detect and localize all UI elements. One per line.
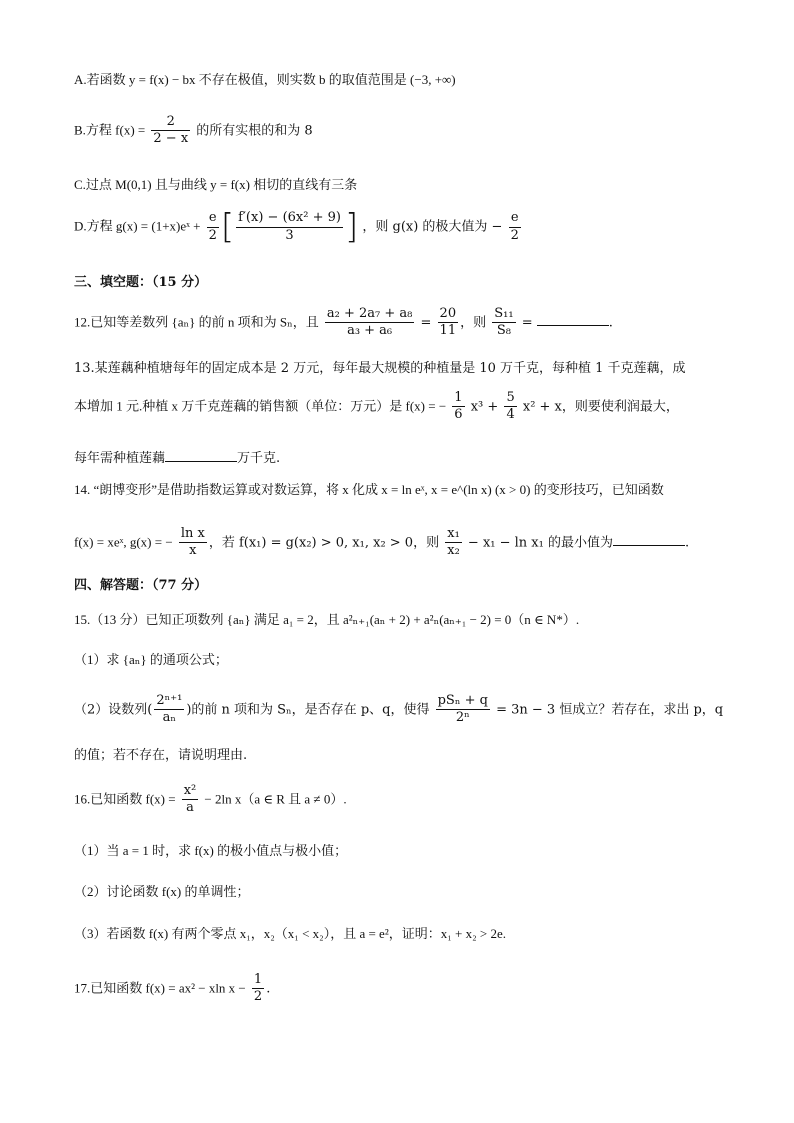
question-12-fraction-1-den: a₃ + a₆ <box>347 323 393 339</box>
question-13-line-2 <box>74 390 754 424</box>
question-14-fraction-2 <box>445 526 462 560</box>
question-16-fraction <box>182 783 199 817</box>
question-14-fraction-1-num: ln x <box>179 526 207 543</box>
question-12-prefix: 12.已知等差数列 {aₙ} 的前 n 项和为 Sₙ，且 <box>74 314 319 330</box>
question-14-text-2-suffix: − x₁ − ln x₁ 的最小值为 <box>467 535 613 551</box>
question-16-part-2-text: （2）讨论函数 f(x) 的单调性； <box>74 884 250 899</box>
question-14-text-1: 14. “朗博变形”是借助指数运算或对数运算，将 x 化成 x = ln eˣ, x = e^(ln x) (x > 0) 的变形技巧，已知函数 <box>74 482 664 497</box>
option-b-fraction <box>151 114 190 148</box>
question-14-line-1 <box>74 482 754 499</box>
question-14-fraction-2-den: x₂ <box>447 543 460 559</box>
question-14-line-2 <box>74 526 754 560</box>
question-15-part-2-mid: )的前 n 项和为 Sₙ，是否存在 p、q，使得 <box>186 702 430 718</box>
question-15-text: 15.（13 分）已知正项数列 {aₙ} 满足 a₁ = 2，且 a²ₙ₊₁(aₙ + 2) + a²ₙ(aₙ₊₁ − 2) = 0（n ∈ N*）. <box>74 612 580 627</box>
question-15-part-2-fraction-1 <box>154 693 184 727</box>
option-a-text: A.若函数 y = f(x) − bx 不存在极值，则实数 b 的取值范围是 (−3, +∞) <box>74 72 456 87</box>
question-12-end-equals: = <box>521 315 533 331</box>
question-12 <box>74 306 754 340</box>
option-d-e-fraction <box>207 210 219 244</box>
question-16-suffix: − 2ln x（a ∈ R 且 a ≠ 0）. <box>204 791 347 807</box>
option-b-prefix: B.方程 f(x) = <box>74 122 146 138</box>
question-12-fraction-3-den: S₈ <box>496 323 511 339</box>
question-12-fraction-2-den: 11 <box>439 323 457 339</box>
option-d-inner-den: 3 <box>285 227 294 243</box>
question-15-part-2-fraction-2-num: pSₙ + q <box>436 693 490 710</box>
option-b-suffix: 的所有实根的和为 8 <box>196 123 313 139</box>
question-13-fraction-1-num: 1 <box>452 390 464 407</box>
question-15-stem <box>74 612 754 629</box>
question-16-prefix: 16.已知函数 f(x) = <box>74 791 176 807</box>
option-d-answer-den: 2 <box>510 227 519 243</box>
question-15-part-2-fraction-1-num: 2ⁿ⁺¹ <box>154 693 184 710</box>
question-12-answer-blank[interactable] <box>537 312 609 326</box>
question-17-period: . <box>266 981 271 997</box>
option-d-e-num: e <box>207 210 219 227</box>
option-d-answer-num: e <box>509 210 521 227</box>
question-16-fraction-num: x² <box>182 783 199 800</box>
option-d-e-den: 2 <box>208 227 217 243</box>
question-13-text-2-suffix: x² + x，则要使利润最大， <box>522 399 679 415</box>
question-15-part-2-line-2-text: 的值；若不存在，请说明理由. <box>74 748 248 763</box>
option-b-fraction-num: 2 <box>151 114 190 131</box>
option-a <box>74 72 754 89</box>
option-d-answer-fraction <box>509 210 521 244</box>
question-13-fraction-1 <box>452 390 464 424</box>
question-15-part-2-fraction-1-den: aₙ <box>162 710 177 726</box>
question-13-text-2-mid: x³ + <box>470 399 499 415</box>
option-c-text: C.过点 M(0,1) 且与曲线 y = f(x) 相切的直线有三条 <box>74 177 358 192</box>
question-12-fraction-2 <box>438 306 459 340</box>
question-14-text-2-mid: ，若 f(x₁) = g(x₂) > 0, x₁, x₂ > 0，则 <box>208 535 440 551</box>
question-13-line-1 <box>74 361 754 377</box>
option-d-inner-num: f′(x) − (6x² + 9) <box>236 210 343 227</box>
question-12-fraction-2-num: 20 <box>438 306 459 323</box>
option-b <box>74 114 754 148</box>
question-14-period: . <box>685 535 690 551</box>
question-14-text-2-prefix: f(x) = xeˣ, g(x) = − <box>74 534 173 550</box>
right-bracket-icon: ] <box>344 207 359 247</box>
question-17-fraction <box>252 972 264 1006</box>
option-d <box>74 207 754 247</box>
option-d-suffix: ，则 g(x) 的极大值为 − <box>362 219 503 235</box>
section-3-heading <box>74 275 754 291</box>
question-14-answer-blank[interactable] <box>613 532 685 546</box>
question-13-answer-blank[interactable] <box>165 448 237 462</box>
question-16-part-3-text: （3）若函数 f(x) 有两个零点 x₁，x₂（x₁ < x₂），且 a = e²，证明：x₁ + x₂ > 2e. <box>74 926 506 941</box>
question-13-fraction-2-den: 4 <box>506 407 515 423</box>
question-17-fraction-den: 2 <box>253 989 263 1005</box>
question-15-part-2 <box>74 693 754 727</box>
question-13-fraction-1-den: 6 <box>454 407 463 423</box>
question-12-fraction-3-num: S₁₁ <box>492 306 515 323</box>
question-13-fraction-2-num: 5 <box>504 390 516 407</box>
question-14-fraction-2-num: x₁ <box>445 526 462 543</box>
question-16-fraction-den: a <box>186 800 194 816</box>
question-13-fraction-2 <box>504 390 516 424</box>
section-4-heading <box>74 578 754 594</box>
question-17-fraction-num: 1 <box>252 972 264 989</box>
question-13-text-3-prefix: 每年需种植莲藕 <box>74 451 166 466</box>
question-17-prefix: 17.已知函数 f(x) = ax² − xln x − <box>74 980 246 996</box>
question-17-stem <box>74 972 754 1006</box>
question-15-part-2-prefix: （2）设数列( <box>74 702 153 718</box>
question-12-fraction-1-num: a₂ + 2a₇ + a₈ <box>325 306 414 323</box>
question-15-part-2-line-2 <box>74 748 754 764</box>
section-3-heading-text: 三、填空题：（15 分） <box>74 275 208 290</box>
question-16-part-1 <box>74 843 754 860</box>
question-15-part-2-fraction-2 <box>436 693 490 727</box>
question-13-text-1: 13.某莲藕种植塘每年的固定成本是 2 万元，每年最大规模的种植量是 10 万千克，每种植 1 千克莲藕，成 <box>74 361 686 376</box>
question-16-part-3 <box>74 926 754 943</box>
option-d-inner-fraction <box>236 210 343 244</box>
question-13-text-2-prefix: 本增加 1 元.种植 x 万千克莲藕的销售额（单位：万元）是 f(x) = − <box>74 398 447 414</box>
option-b-fraction-den: 2 − x <box>153 131 189 147</box>
question-16-stem <box>74 783 754 817</box>
question-15-part-2-fraction-2-den: 2ⁿ <box>455 710 470 726</box>
question-16-part-1-text: （1）当 a = 1 时，求 f(x) 的极小值点与极小值； <box>74 843 348 858</box>
question-15-part-2-suffix: = 3n − 3 恒成立？若存在，求出 p，q <box>496 702 724 718</box>
question-12-then: ，则 <box>460 315 487 331</box>
question-15-part-1-text: （1）求 {aₙ} 的通项公式； <box>74 652 228 667</box>
left-bracket-icon: [ <box>220 207 235 247</box>
question-13-line-3 <box>74 448 754 467</box>
option-c <box>74 177 754 194</box>
question-12-fraction-1 <box>325 306 414 340</box>
question-12-fraction-3 <box>492 306 515 340</box>
question-13-text-3-suffix: 万千克. <box>237 451 281 466</box>
question-12-period: . <box>608 315 613 331</box>
question-14-fraction-1-den: x <box>189 543 197 559</box>
section-4-heading-text: 四、解答题：（77 分） <box>74 578 208 593</box>
question-16-part-2 <box>74 884 754 901</box>
question-14-fraction-1 <box>179 526 207 560</box>
option-d-prefix: D.方程 g(x) = (1+x)eˣ + <box>74 218 201 234</box>
question-12-equals: = <box>420 315 432 331</box>
question-15-part-1 <box>74 652 754 669</box>
